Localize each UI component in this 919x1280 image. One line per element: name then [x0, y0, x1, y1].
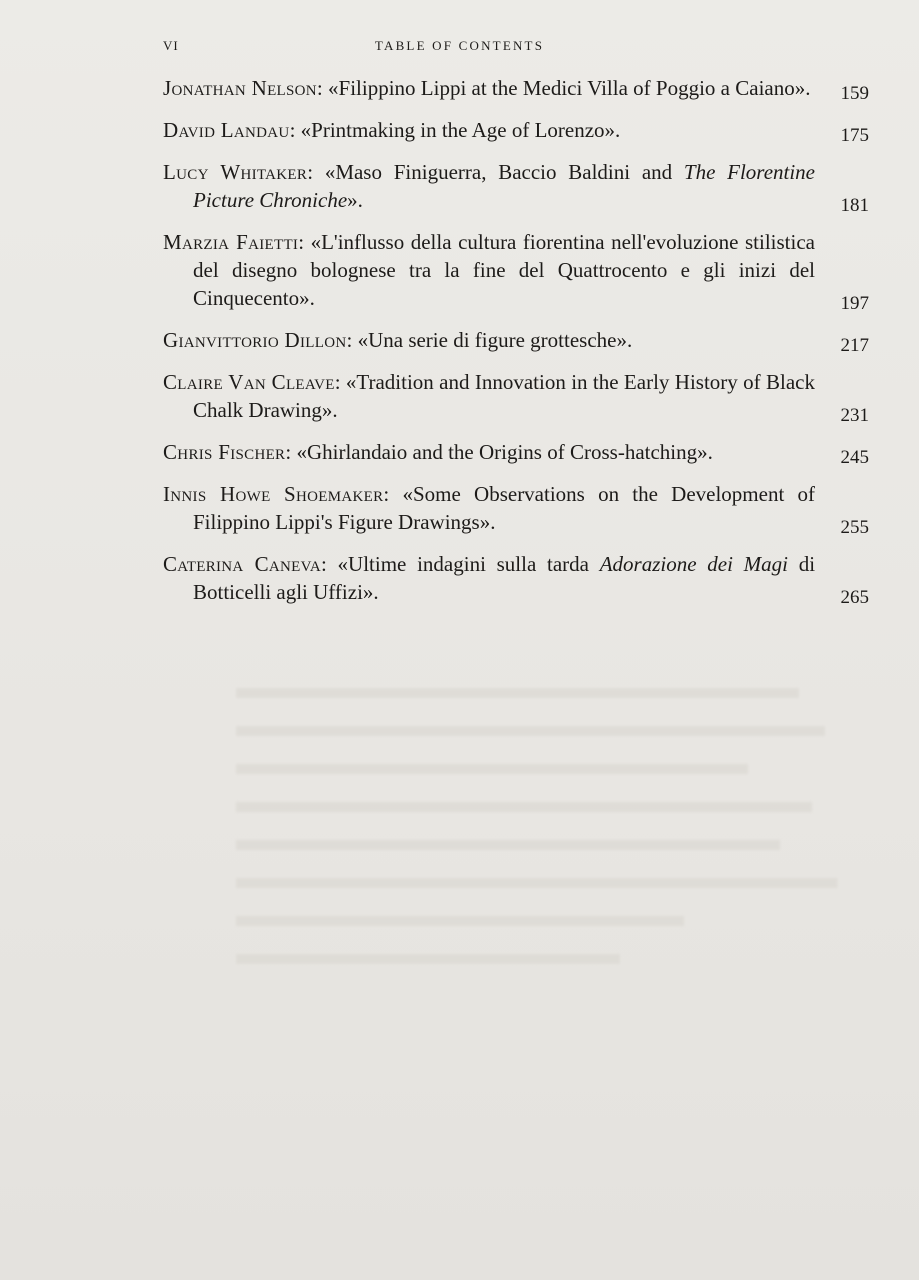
entry-page-number: 197 [840, 293, 869, 314]
entry-title-suffix: di Botticelli agli Uffizi». [193, 552, 816, 604]
show-through-line [236, 916, 876, 926]
entry-page-number: 217 [840, 335, 869, 356]
entry-title-text: «Some Observations on the Development of Filippino Lippi's Figure Drawings». [193, 482, 815, 534]
table-of-contents [163, 74, 873, 620]
author-separator: : [285, 440, 297, 464]
toc-entry-text [163, 368, 815, 424]
toc-entry-text [163, 550, 815, 606]
entry-title-text: «Tradition and Innovation in the Early History of Black Chalk Drawing». [193, 370, 815, 422]
entry-page-number: 265 [840, 587, 869, 608]
author-separator: : [307, 160, 325, 184]
page-folio: VI [163, 38, 179, 53]
show-through-line [236, 688, 876, 698]
entry-title [296, 440, 712, 464]
toc-entry [163, 368, 873, 424]
author-separator: : [320, 552, 338, 576]
show-through-line [236, 802, 876, 812]
toc-entry-text [163, 116, 815, 144]
entry-author: Lucy Whitaker [163, 160, 308, 184]
toc-entry-text [163, 158, 815, 214]
entry-title [328, 76, 810, 100]
entry-author: David Landau [163, 118, 290, 142]
toc-entry [163, 228, 873, 312]
entry-title [358, 328, 633, 352]
toc-entry [163, 326, 873, 354]
entry-author: Innis Howe Shoemaker [163, 482, 384, 506]
entry-title-text: «Ultime indagini sulla tarda [337, 552, 600, 576]
toc-entry-text [163, 74, 815, 102]
show-through-line [236, 764, 876, 774]
entry-author: Claire Van Cleave [163, 370, 335, 394]
show-through-texture [236, 680, 876, 992]
entry-title-italic: Adorazione dei Magi [599, 552, 788, 576]
toc-entry-text [163, 480, 815, 536]
show-through-line [236, 840, 876, 850]
entry-title-italic: The Florentine Picture Chroniche [193, 160, 816, 212]
entry-author: Chris Fischer [163, 440, 286, 464]
toc-entry [163, 158, 873, 214]
show-through-line [236, 878, 876, 888]
entry-page-number: 231 [840, 405, 869, 426]
entry-title-text: «Ghirlandaio and the Origins of Cross-hatching». [296, 440, 713, 464]
author-separator: : [334, 370, 346, 394]
page-header [0, 38, 919, 58]
entry-page-number: 175 [840, 125, 869, 146]
entry-title [301, 118, 621, 142]
entry-page-number: 245 [840, 447, 869, 468]
entry-page-number: 159 [840, 83, 869, 104]
author-separator: : [316, 76, 329, 100]
author-separator: : [298, 230, 311, 254]
entry-title-text: «Maso Finiguerra, Baccio Baldini and [324, 160, 684, 184]
toc-entry-text [163, 438, 815, 466]
toc-entry-text [163, 228, 815, 312]
toc-entry [163, 550, 873, 606]
toc-entry [163, 74, 873, 102]
entry-author: Marzia Faietti [163, 230, 299, 254]
entry-title-text: «Filippino Lippi at the Medici Villa of Poggio a Caiano». [328, 76, 811, 100]
author-separator: : [346, 328, 358, 352]
show-through-line [236, 726, 876, 736]
toc-entry [163, 116, 873, 144]
running-title: TABLE OF CONTENTS [374, 38, 545, 53]
author-separator: : [289, 118, 301, 142]
entry-title-text: «Una serie di figure grottesche». [357, 328, 633, 352]
entry-page-number: 255 [840, 517, 869, 538]
entry-author: Jonathan Nelson [163, 76, 317, 100]
entry-page-number: 181 [840, 195, 869, 216]
toc-entry [163, 438, 873, 466]
entry-title-text: «Printmaking in the Age of Lorenzo». [300, 118, 621, 142]
entry-author: Caterina Caneva [163, 552, 321, 576]
entry-author: Gianvittorio Dillon [163, 328, 347, 352]
entry-title-suffix: ». [347, 188, 363, 212]
entry-title-text: «L'influsso della cultura fiorentina nell'evoluzione stilistica del disegno bolognese tra la fine del Quattrocento e gli inizi del Cinquecento». [193, 230, 815, 310]
toc-entry-text [163, 326, 815, 354]
toc-entry [163, 480, 873, 536]
author-separator: : [383, 482, 403, 506]
show-through-line [236, 954, 876, 964]
